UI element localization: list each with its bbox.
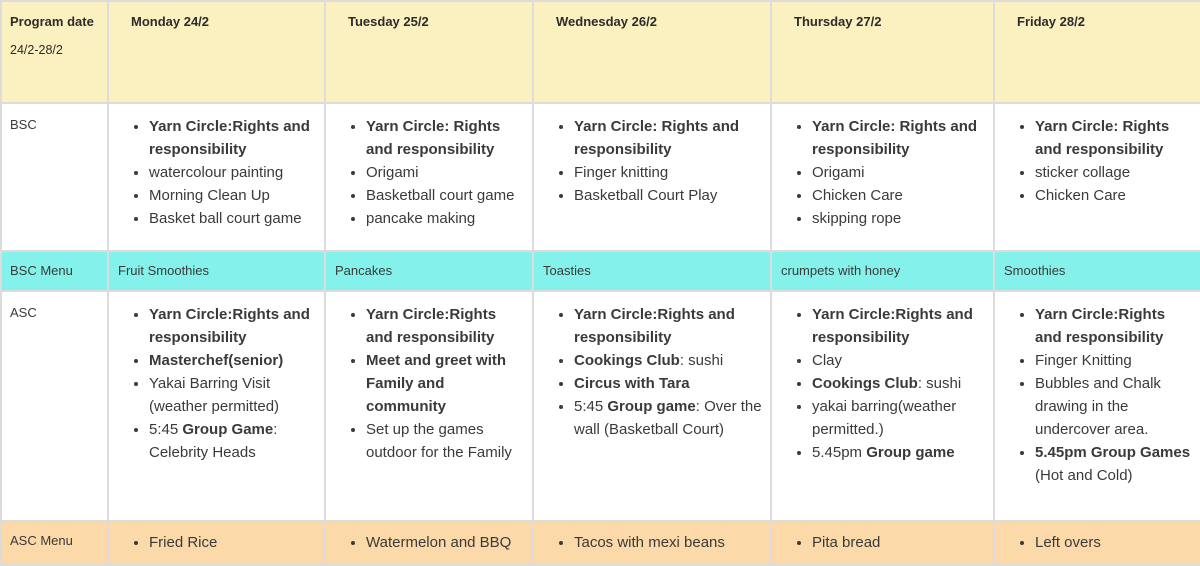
list-item: • watercolour painting — [149, 161, 318, 184]
asc-monday — [108, 291, 325, 521]
list-item: • Basketball Court Play — [574, 184, 764, 207]
list-item: • Yakai Barring Visit (weather permitted) — [149, 372, 318, 418]
list-item: • Yarn Circle: Rights and responsibility — [366, 115, 526, 161]
bsc-menu-wednesday: Toasties — [533, 251, 771, 291]
day-header-wednesday: Wednesday 26/2 — [533, 1, 771, 103]
list-item: • pancake making — [366, 207, 526, 230]
day-header-monday: Monday 24/2 — [108, 1, 325, 103]
list-item: • Yarn Circle:Rights and responsibility — [574, 303, 764, 349]
list-item: • Morning Clean Up — [149, 184, 318, 207]
list-item: • 5:45 Group game: Over the wall (Basketball Court) — [574, 395, 764, 441]
list-item: • Basketball court game — [366, 184, 526, 207]
list-item: • Finger Knitting — [1035, 349, 1194, 372]
asc-menu-monday — [108, 521, 325, 565]
list-item: • sticker collage — [1035, 161, 1194, 184]
list-item: • Yarn Circle:Rights and responsibility — [149, 303, 318, 349]
asc-thursday — [771, 291, 994, 521]
bsc-monday — [108, 103, 325, 251]
bsc-menu-thursday: crumpets with honey — [771, 251, 994, 291]
list-item: • Set up the games outdoor for the Family — [366, 418, 526, 464]
program-date-label: Program date — [10, 14, 94, 29]
list-item: • Yarn Circle: Rights and responsibility — [1035, 115, 1194, 161]
list-item: • Tacos with mexi beans — [574, 531, 764, 554]
bsc-menu-monday: Fruit Smoothies — [108, 251, 325, 291]
list-item: • Yarn Circle:Rights and responsibility — [149, 115, 318, 161]
list-item: • Basket ball court game — [149, 207, 318, 230]
list-item: • 5:45 Group Game: Celebrity Heads — [149, 418, 318, 464]
list-item: • Circus with Tara — [574, 372, 764, 395]
bsc-thursday — [771, 103, 994, 251]
list-item: • Origami — [812, 161, 987, 184]
list-item: • Cookings Club: sushi — [574, 349, 764, 372]
asc-menu-thursday — [771, 521, 994, 565]
day-header-thursday: Thursday 27/2 — [771, 1, 994, 103]
bsc-label-cell — [1, 103, 108, 251]
list-item: • Origami — [366, 161, 526, 184]
asc-row — [1, 291, 1200, 521]
bsc-menu-row — [1, 251, 1200, 291]
bsc-menu-tuesday: Pancakes — [325, 251, 533, 291]
asc-menu-label-cell — [1, 521, 108, 565]
asc-wednesday — [533, 291, 771, 521]
list-item: • 5.45pm Group Games (Hot and Cold) — [1035, 441, 1194, 487]
list-item: • Yarn Circle:Rights and responsibility — [812, 303, 987, 349]
list-item: • Left overs — [1035, 531, 1194, 554]
list-item: • Bubbles and Chalk drawing in the undercover area. — [1035, 372, 1194, 441]
list-item: • Meet and greet with Family and community — [366, 349, 526, 418]
asc-menu-wednesday — [533, 521, 771, 565]
asc-label: ASC — [10, 305, 37, 320]
asc-menu-tuesday — [325, 521, 533, 565]
list-item: • Finger knitting — [574, 161, 764, 184]
list-item: • Watermelon and BBQ — [366, 531, 526, 554]
list-item: • Cookings Club: sushi — [812, 372, 987, 395]
list-item: • Clay — [812, 349, 987, 372]
list-item: • yakai barring(weather permitted.) — [812, 395, 987, 441]
bsc-friday — [994, 103, 1200, 251]
list-item: • Yarn Circle: Rights and responsibility — [812, 115, 987, 161]
bsc-menu-label: BSC Menu — [10, 263, 73, 278]
asc-menu-row — [1, 521, 1200, 565]
program-date-cell — [1, 1, 108, 103]
day-header-tuesday: Tuesday 25/2 — [325, 1, 533, 103]
day-header-friday: Friday 28/2 — [994, 1, 1200, 103]
asc-label-cell — [1, 291, 108, 521]
asc-friday — [994, 291, 1200, 521]
list-item: • Masterchef(senior) — [149, 349, 318, 372]
list-item: • Chicken Care — [1035, 184, 1194, 207]
list-item: • Pita bread — [812, 531, 987, 554]
bsc-menu-label-cell — [1, 251, 108, 291]
list-item: • Chicken Care — [812, 184, 987, 207]
bsc-menu-friday: Smoothies — [994, 251, 1200, 291]
bsc-label: BSC — [10, 117, 37, 132]
list-item: • 5.45pm Group game — [812, 441, 987, 464]
list-item: • Yarn Circle:Rights and responsibility — [1035, 303, 1194, 349]
bsc-tuesday — [325, 103, 533, 251]
bsc-row — [1, 103, 1200, 251]
list-item: • Yarn Circle: Rights and responsibility — [574, 115, 764, 161]
list-item: • skipping rope — [812, 207, 987, 230]
asc-tuesday — [325, 291, 533, 521]
asc-menu-friday — [994, 521, 1200, 565]
list-item: • Fried Rice — [149, 531, 318, 554]
asc-menu-label: ASC Menu — [10, 533, 73, 548]
list-item: • Yarn Circle:Rights and responsibility — [366, 303, 526, 349]
bsc-wednesday — [533, 103, 771, 251]
program-date-range: 24/2-28/2 — [10, 43, 63, 57]
header-row — [1, 1, 1200, 103]
